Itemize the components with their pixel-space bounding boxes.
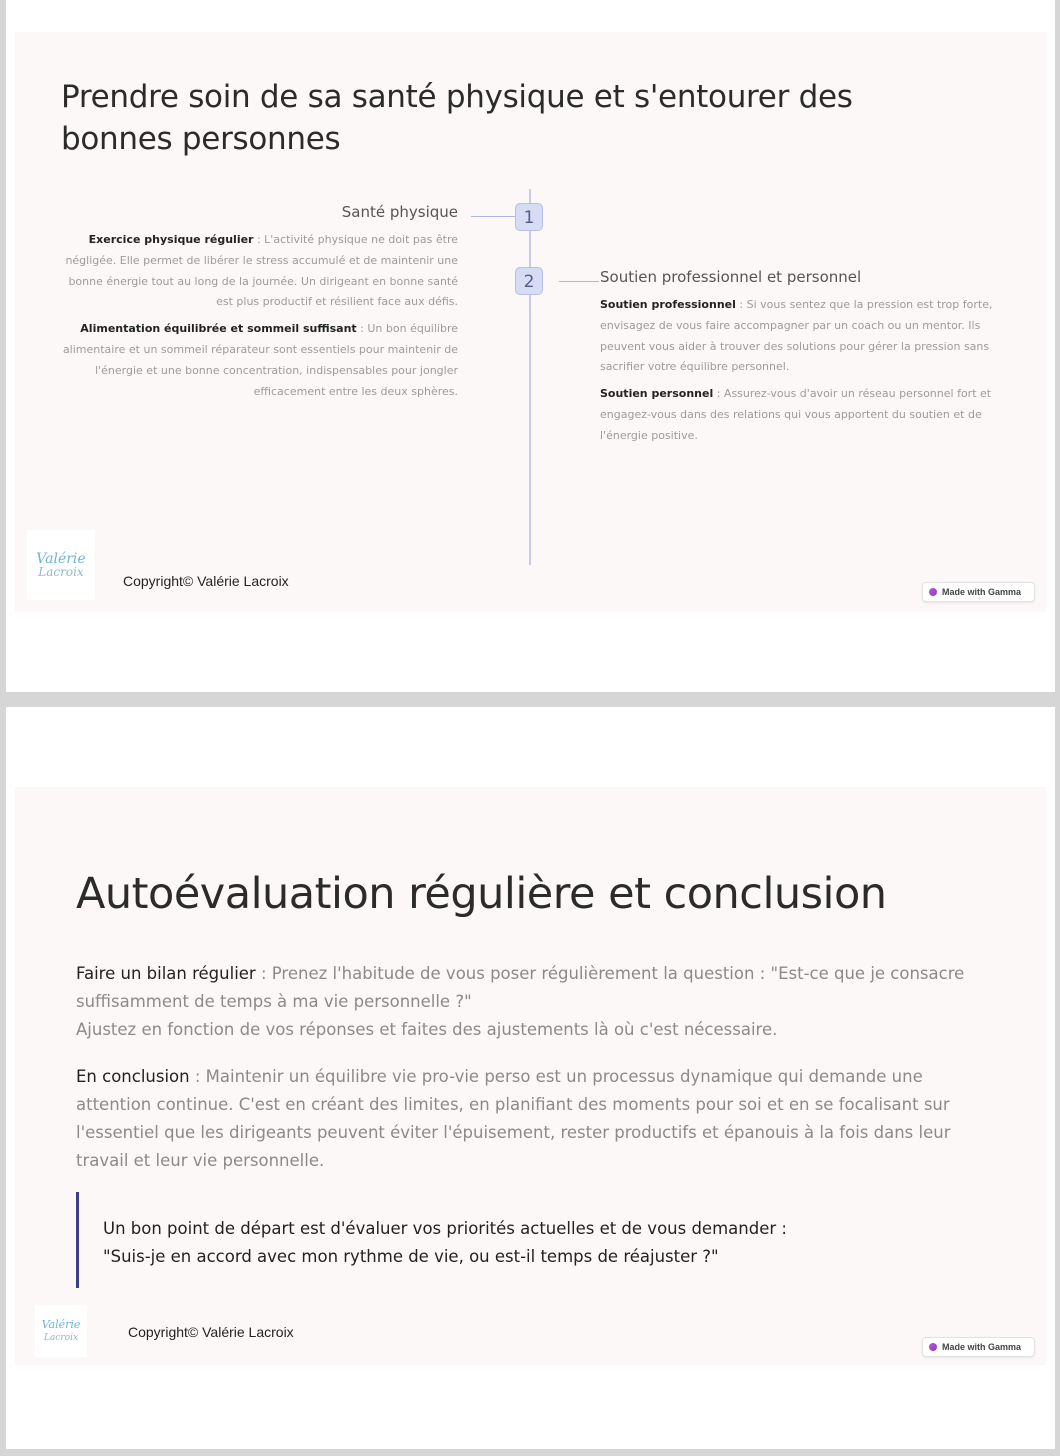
paragraph-label: Exercice physique régulier — [88, 233, 254, 246]
gamma-icon — [929, 1343, 937, 1351]
section-heading: Soutien professionnel et personnel — [600, 268, 862, 286]
callout-quote — [76, 1192, 959, 1288]
slide-2 — [15, 787, 1046, 1365]
step-marker-1: 1 — [515, 203, 543, 231]
slide-title: Autoévaluation régulière et conclusion — [76, 869, 887, 919]
timeline-item-right — [600, 265, 1005, 453]
paragraph-label: Alimentation équilibrée et sommeil suffisant — [80, 322, 357, 336]
paragraph-text: : Prenez l'habitude de vous poser régulièrement la question : "Est-ce que je consacre suffisamment de temps à ma vie personnelle ?" — [76, 964, 965, 1011]
gamma-icon — [929, 588, 937, 596]
step-marker-2: 2 — [515, 267, 543, 295]
paragraph-label: Soutien professionnel — [600, 298, 736, 311]
quote-line-2: "Suis-je en accord avec mon rythme de vie, ou est-il temps de réajuster ?" — [103, 1247, 719, 1266]
paragraph-conclusion — [76, 1063, 976, 1175]
quote-text — [103, 1215, 943, 1271]
logo-line-2: Lacroix — [38, 565, 84, 579]
timeline-connector — [471, 216, 515, 217]
made-with-gamma-badge[interactable] — [922, 582, 1035, 602]
paragraph — [55, 230, 458, 313]
badge-label: Made with Gamma — [942, 587, 1022, 597]
brand-logo — [35, 1305, 87, 1357]
page-1 — [6, 0, 1055, 692]
logo-line-1: Valérie — [41, 1318, 81, 1331]
paragraph-text: : Assurez-vous d'avoir un réseau personnel fort et engagez-vous dans des relations qui vous apportent du soutien et de l'énergie positive. — [600, 387, 992, 442]
timeline-line — [529, 189, 531, 565]
logo-line-2: Lacroix — [43, 1333, 79, 1343]
paragraph — [55, 319, 458, 402]
paragraph-text: : Maintenir un équilibre vie pro-vie perso est un processus dynamique qui demande une attention continue. C'est en créant des limites, en planifiant des moments pour soi et en se focalisant sur l'essentiel que les dirigeants peuvent éviter l'épuisement, rester productifs et épanouis à la fois dans leur travail et leur vie personnelle. — [76, 1067, 951, 1170]
slide-1 — [15, 32, 1046, 612]
timeline-item-left — [55, 200, 458, 408]
paragraph-label: En conclusion — [76, 1067, 190, 1086]
paragraph-text: : Si vous sentez que la pression est trop forte, envisagez de vous faire accompagner par un coach ou un mentor. Ils peuvent vous aider à trouver des solutions pour gérer la pression sans sacrifier votre équilibre personnel. — [600, 298, 993, 374]
brand-logo — [27, 530, 95, 600]
paragraph-bilan — [76, 960, 976, 1044]
paragraph-text: : Un bon équilibre alimentaire et un sommeil réparateur sont essentiels pour maintenir de l'énergie et une bonne concentration, indispensables pour jongler efficacement entre les deux sphères. — [62, 322, 458, 398]
paragraph — [600, 384, 1005, 446]
paragraph-label: Faire un bilan régulier — [76, 964, 256, 983]
paragraph-text: : L'activité physique ne doit pas être négligée. Elle permet de libérer le stress accumulé et de maintenir une bonne énergie tout au long de la journée. Un dirigeant en bonne santé est plus productif et résilient face aux défis. — [65, 233, 458, 309]
copyright-text: Copyright© Valérie Lacroix — [123, 573, 289, 589]
paragraph — [600, 295, 1005, 378]
copyright-text: Copyright© Valérie Lacroix — [128, 1324, 294, 1340]
paragraph-label: Soutien personnel — [600, 387, 714, 401]
badge-label: Made with Gamma — [942, 1342, 1022, 1352]
section-heading: Santé physique — [341, 203, 458, 221]
slide-title: Prendre soin de sa santé physique et s'entourer des bonnes personnes — [61, 79, 853, 157]
page-2 — [6, 707, 1055, 1449]
timeline-connector — [559, 281, 599, 282]
quote-line-1: Un bon point de départ est d'évaluer vos priorités actuelles et de vous demander : — [103, 1219, 787, 1238]
paragraph-text-2: Ajustez en fonction de vos réponses et faites des ajustements là où c'est nécessaire. — [76, 1020, 778, 1039]
logo-line-1: Valérie — [36, 551, 86, 567]
made-with-gamma-badge[interactable] — [922, 1337, 1035, 1357]
